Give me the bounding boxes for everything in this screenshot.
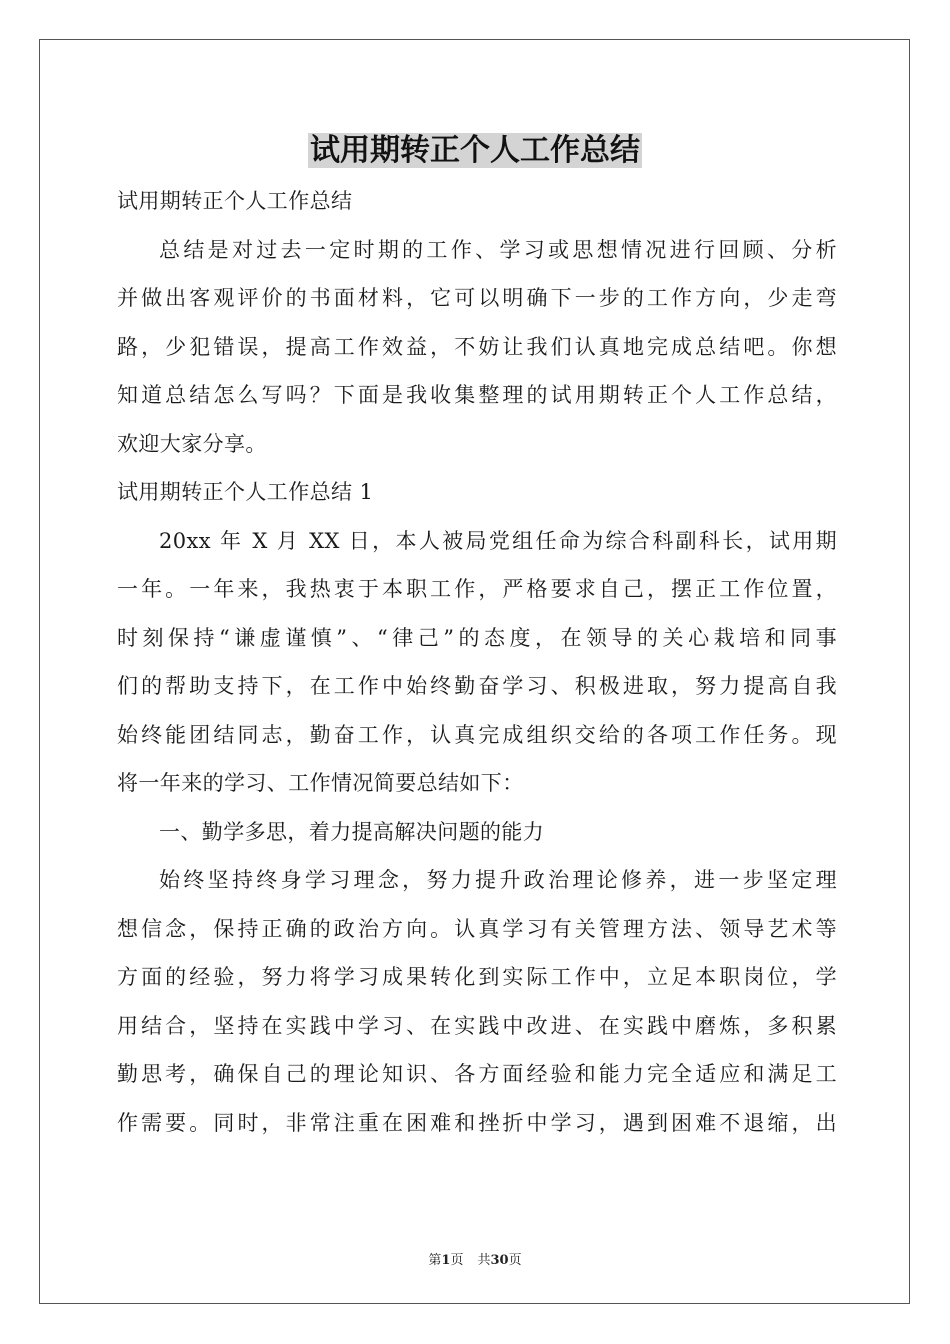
section-heading: 试用期转正个人工作总结 1 (117, 480, 374, 504)
page-footer (0, 1249, 950, 1268)
paragraph-line: 始终坚持终身学习理念，努力提升政治理论修养，进一步坚定理 (159, 868, 837, 892)
paragraph-line: 一年。一年来，我热衷于本职工作，严格要求自己，摆正工作位置， (117, 577, 837, 601)
page-prefix: 第 (428, 1253, 442, 1268)
total-suffix: 页 (508, 1253, 522, 1268)
document-body (117, 177, 837, 1147)
paragraph-line: 方面的经验，努力将学习成果转化到实际工作中，立足本职岗位，学 (117, 965, 837, 989)
paragraph-line: 作需要。同时，非常注重在困难和挫折中学习，遇到困难不退缩，出 (117, 1110, 837, 1135)
subtitle-line: 试用期转正个人工作总结 (117, 189, 353, 213)
paragraph-line: 总结是对过去一定时期的工作、学习或思想情况进行回顾、分析 (159, 237, 837, 262)
paragraph-line: 勤思考，确保自己的理论知识、各方面经验和能力完全适应和满足工 (117, 1062, 837, 1086)
paragraph-line: 20xx 年 X 月 XX 日，本人被局党组任命为综合科副科长，试用期 (159, 528, 837, 553)
page-number: 1 (441, 1253, 451, 1268)
paragraph-line: 知道总结怎么写吗？下面是我收集整理的试用期转正个人工作总结， (117, 383, 837, 407)
paragraph-line: 用结合，坚持在实践中学习、在实践中改进、在实践中磨炼，多积累 (117, 1013, 837, 1038)
total-pages: 30 (490, 1253, 509, 1268)
paragraph-line: 将一年来的学习、工作情况简要总结如下： (117, 771, 524, 795)
paragraph-line: 并做出客观评价的书面材料，它可以明确下一步的工作方向，少走弯 (117, 286, 837, 310)
paragraph-line: 路，少犯错误，提高工作效益，不妨让我们认真地完成总结吧。你想 (117, 334, 837, 359)
subsection-heading: 一、勤学多思，着力提高解决问题的能力 (159, 819, 545, 844)
document-title (0, 128, 950, 174)
paragraph-line: 们的帮助支持下，在工作中始终勤奋学习、积极进取，努力提高自我 (117, 674, 837, 698)
paragraph-line: 始终能团结同志，勤奋工作，认真完成组织交给的各项工作任务。现 (117, 722, 837, 747)
page-suffix: 页 (450, 1253, 464, 1268)
paragraph-line: 时刻保持“谦虚谨慎”、“律己”的态度，在领导的关心栽培和同事 (117, 625, 837, 650)
paragraph-line: 想信念，保持正确的政治方向。认真学习有关管理方法、领导艺术等 (117, 916, 837, 941)
document-title-text: 试用期转正个人工作总结 (310, 133, 640, 168)
total-prefix: 共 (477, 1253, 491, 1268)
paragraph-line: 欢迎大家分享。 (117, 431, 267, 456)
